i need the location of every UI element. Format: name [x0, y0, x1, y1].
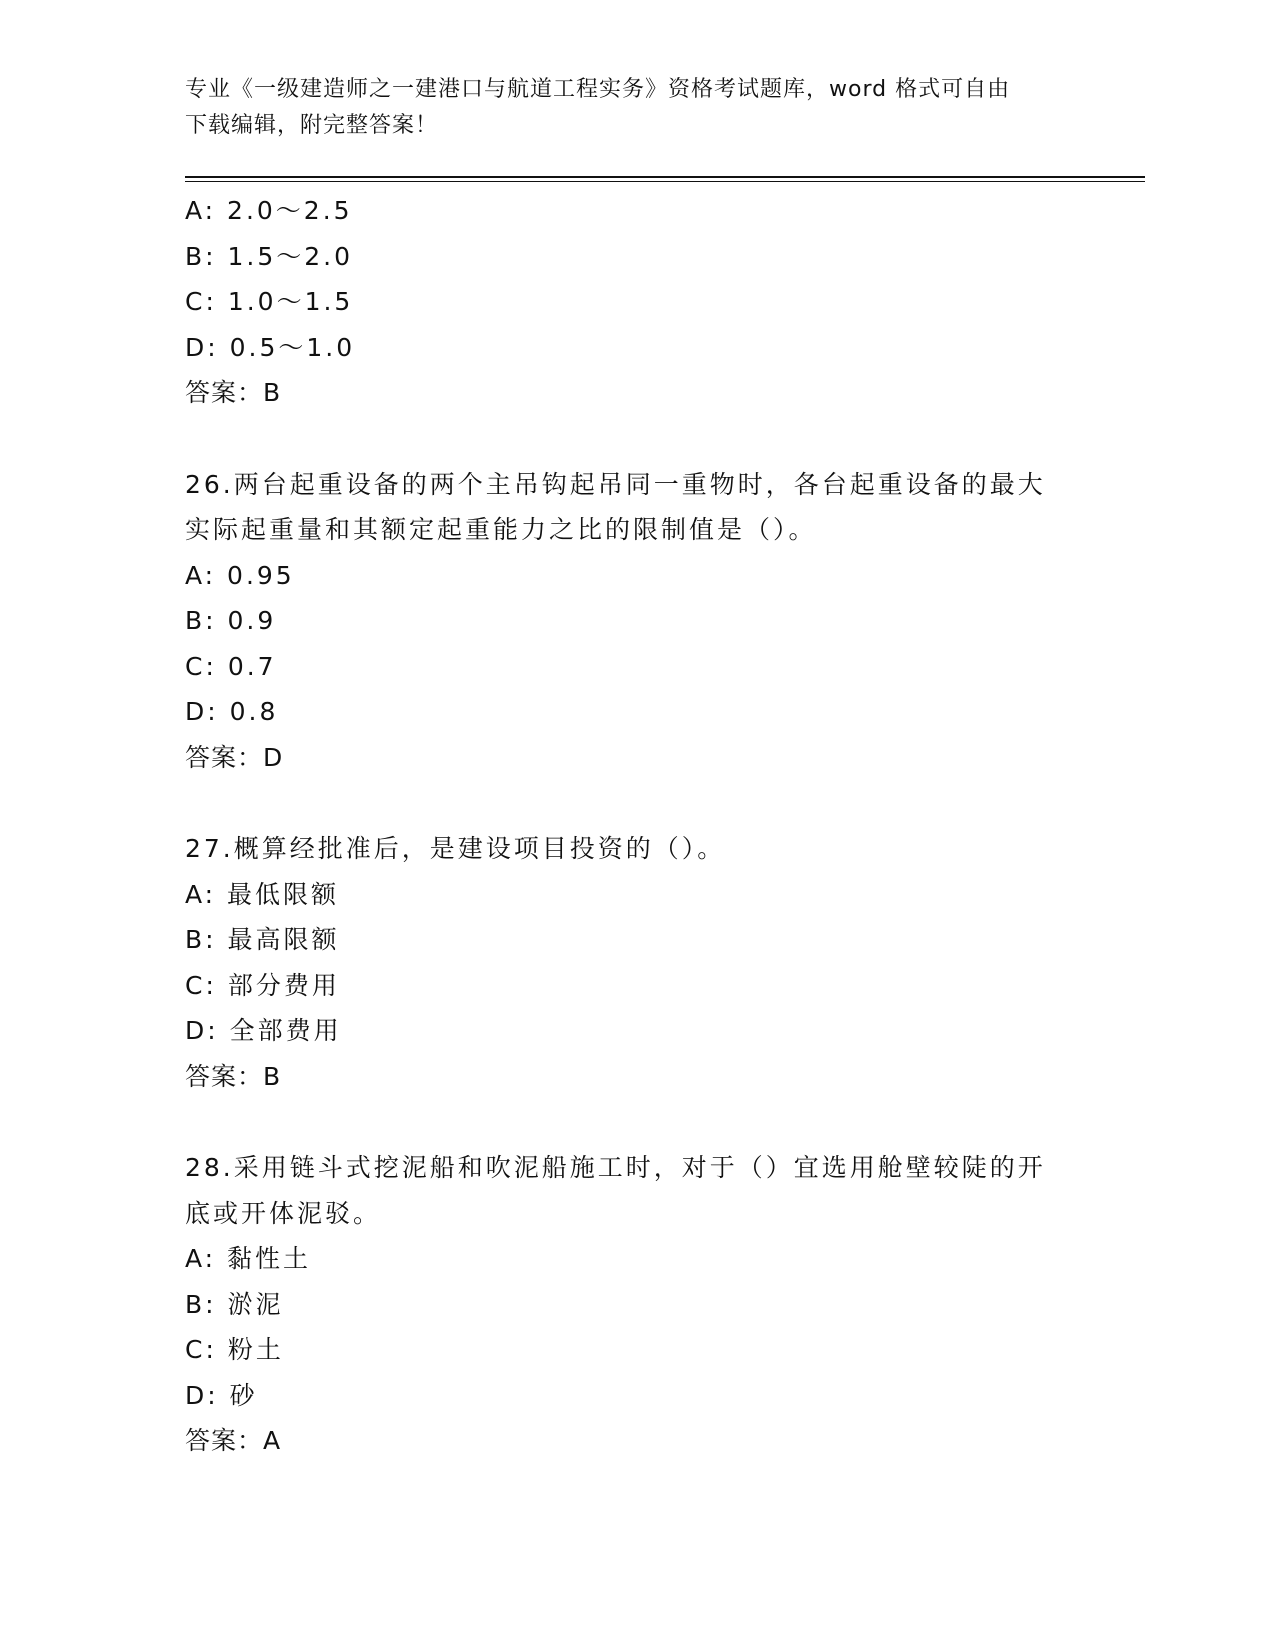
question-text-line-2: 底或开体泥驳。: [185, 1198, 382, 1228]
answer: 答案：A: [185, 1426, 282, 1455]
option-b: B: 淤泥: [185, 1289, 284, 1319]
header-rule-thick: [185, 176, 1145, 178]
option-d: D: 全部费用: [185, 1016, 342, 1045]
option-d: D: 0.5～1.0: [185, 332, 356, 362]
question-26: [185, 462, 1085, 781]
option-c: C: 粉土: [185, 1335, 284, 1364]
header-line-2: 下载编辑，附完整答案！: [185, 113, 439, 138]
option-a: A: 黏性土: [185, 1244, 312, 1273]
option-b: B: 0.9: [185, 606, 277, 635]
option-d: D: 砂: [185, 1380, 258, 1410]
question-28: [185, 1145, 1085, 1464]
option-a: A: 最低限额: [185, 879, 340, 909]
option-b: B: 最高限额: [185, 925, 340, 954]
question-text-line-1: 28.采用链斗式挖泥船和吹泥船施工时，对于（）宜选用舱壁较陡的开: [185, 1153, 1046, 1182]
answer: 答案：B: [185, 1061, 282, 1091]
option-c: C: 1.0～1.5: [185, 287, 354, 316]
spacer: [185, 780, 1085, 826]
option-b: B: 1.5～2.0: [185, 241, 354, 271]
answer: 答案：D: [185, 742, 284, 772]
question-text-line-2: 实际起重量和其额定起重能力之比的限制值是（）。: [185, 515, 817, 544]
question-text-line-1: 27.概算经批准后，是建设项目投资的（）。: [185, 834, 726, 863]
option-d: D: 0.8: [185, 697, 279, 726]
header-line-1: 专业《一级建造师之一建港口与航道工程实务》资格考试题库，word 格式可自由: [185, 77, 1011, 102]
option-a: A: 2.0～2.5: [185, 196, 353, 225]
answer: 答案：B: [185, 378, 282, 407]
question-25: [185, 188, 1085, 416]
option-c: C: 部分费用: [185, 970, 340, 1000]
question-27: [185, 826, 1085, 1099]
question-text-line-1: 26.两台起重设备的两个主吊钩起吊同一重物时，各台起重设备的最大: [185, 469, 1046, 499]
header-rule-thin: [185, 181, 1145, 182]
option-a: A: 0.95: [185, 560, 295, 590]
spacer: [185, 1099, 1085, 1145]
spacer: [185, 416, 1085, 462]
question-list: [185, 188, 1085, 1464]
option-c: C: 0.7: [185, 651, 277, 681]
document-header: [185, 72, 1085, 144]
